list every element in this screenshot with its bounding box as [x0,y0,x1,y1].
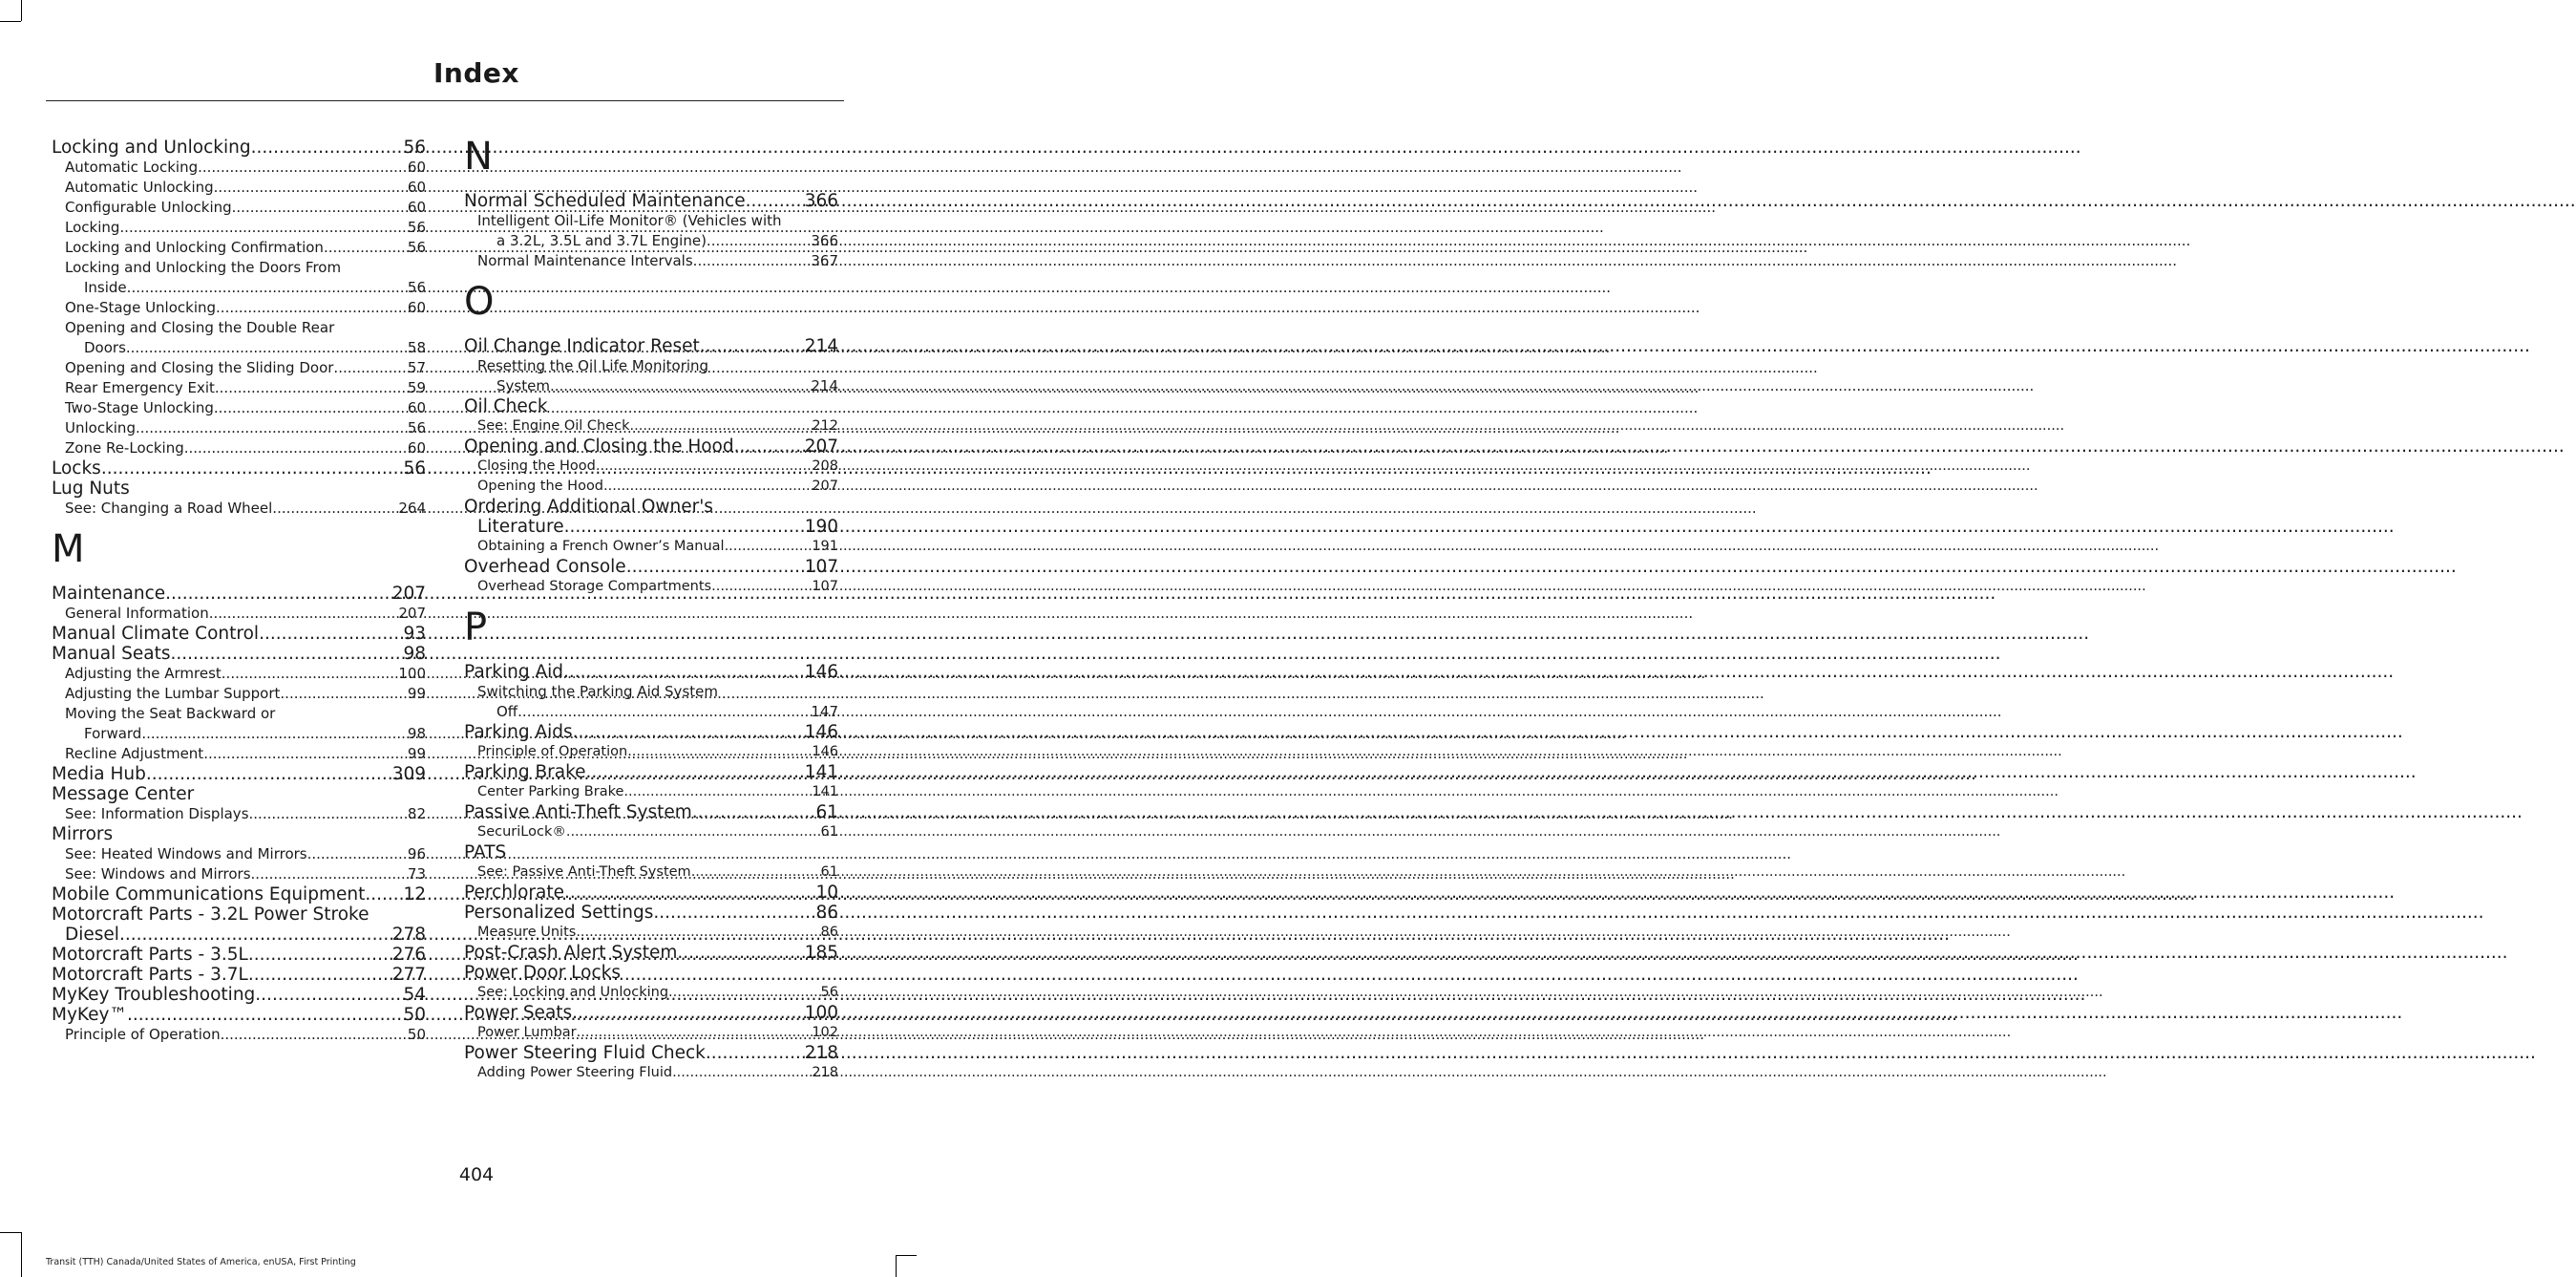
index-subentry[interactable]: Automatic Locking ..... 60 [52,158,426,178]
footer-text: Transit (TTH) Canada/United States of America, enUSA, First Printing [46,1257,356,1267]
index-cross-reference[interactable]: See: Heated Windows and Mirrors ..... 96 [52,844,426,864]
index-subentry[interactable]: Locking ..... 56 [52,218,426,238]
index-subentry[interactable]: Adding Power Steering Fluid ..... 218 [464,1063,838,1083]
title-rule [46,100,844,101]
index-entry[interactable]: Personalized Settings ..... 86 [464,903,838,923]
index-entry-heading: Power Door Locks [464,963,622,983]
index-entry[interactable]: Mobile Communications Equipment ..... 12 [52,884,426,905]
index-entry[interactable]: Power Seats ..... 100 [464,1003,838,1023]
index-subentry[interactable]: Automatic Unlocking ..... 60 [52,178,426,198]
section-letter-o: O [464,280,495,324]
crop-mark [896,1255,897,1277]
index-entry[interactable]: Manual Seats ..... 98 [52,644,426,664]
index-cross-reference[interactable]: See: Engine Oil Check ..... 212 [464,416,838,436]
index-entry[interactable]: Motorcraft Parts - 3.5L ..... 276 [52,945,426,965]
index-cross-reference[interactable]: See: Locking and Unlocking ..... 56 [464,983,838,1003]
index-subentry[interactable]: Power Lumbar ..... 102 [464,1023,838,1043]
index-entry[interactable]: Perchlorate ..... 10 [464,883,838,903]
index-subentry[interactable]: Measure Units ..... 86 [464,923,838,943]
index-entry[interactable]: Parking Aids ..... 146 [464,722,838,742]
index-entry[interactable]: Media Hub ..... 309 [52,764,426,784]
section-letter-n: N [464,135,493,179]
index-cross-reference[interactable]: See: Changing a Road Wheel ..... 264 [52,499,426,519]
index-entry-heading: Mirrors [52,824,114,844]
index-subentry[interactable]: Unlocking ..... 56 [52,418,426,438]
index-entry[interactable]: Power Steering Fluid Check ..... 218 [464,1043,838,1063]
index-entry[interactable]: Motorcraft Parts - 3.2L Power Stroke Diesel ..... 278 [52,905,426,945]
index-entry-heading: Message Center [52,784,195,804]
page-title: Index [433,57,519,89]
index-subentry[interactable]: Center Parking Brake ..... 141 [464,782,838,802]
index-subentry[interactable]: Locking and Unlocking Confirmation ..... 56 [52,238,426,258]
index-entry[interactable]: Normal Scheduled Maintenance ..... 366 [464,191,838,211]
crop-mark [0,1232,21,1233]
crop-mark [21,1232,22,1277]
index-entry[interactable]: Locks ..... 56 [52,458,426,479]
section-letter-m: M [52,527,85,571]
index-cross-reference[interactable]: See: Passive Anti-Theft System ..... 61 [464,862,838,883]
index-subentry[interactable]: Rear Emergency Exit ..... 59 [52,378,426,398]
index-entry[interactable]: Motorcraft Parts - 3.7L ..... 277 [52,965,426,985]
index-entry[interactable]: MyKey Troubleshooting ..... 54 [52,985,426,1005]
index-cross-reference[interactable]: See: Windows and Mirrors ..... 73 [52,864,426,884]
index-subentry[interactable]: One-Stage Unlocking ..... 60 [52,298,426,318]
index-entry[interactable]: Locking and Unlocking ..... 56 [52,138,426,158]
index-subentry[interactable]: Opening and Closing the Double Rear Doors ..... 58 [52,318,426,358]
index-column-left [52,138,426,1045]
index-subentry[interactable]: Principle of Operation ..... 146 [464,742,838,762]
index-entry[interactable]: Opening and Closing the Hood ..... 207 [464,436,838,457]
index-subentry[interactable]: General Information ..... 207 [52,604,426,624]
index-column-right [464,135,838,1083]
index-entry[interactable]: Maintenance ..... 207 [52,584,426,604]
index-subentry[interactable]: Adjusting the Lumbar Support ..... 99 [52,684,426,704]
index-entry-heading: Oil Check [464,396,548,416]
index-subentry[interactable]: SecuriLock® ..... 61 [464,822,838,842]
index-entry-heading: Lug Nuts [52,479,130,499]
index-entry[interactable]: Overhead Console ..... 107 [464,557,838,577]
index-subentry[interactable]: Configurable Unlocking ..... 60 [52,198,426,218]
crop-mark [0,21,21,22]
index-subentry[interactable]: Normal Maintenance Intervals ..... 367 [464,251,838,271]
index-subentry[interactable]: Closing the Hood ..... 208 [464,457,838,477]
index-subentry[interactable]: Principle of Operation ..... 50 [52,1025,426,1045]
index-subentry[interactable]: Opening and Closing the Sliding Door ..... 57 [52,358,426,378]
index-entry-heading: PATS [464,842,507,862]
index-subentry[interactable]: Intelligent Oil-Life Monitor® (Vehicles with a 3.2L, 3.5L and 3.7L Engine) ..... 366 [464,211,838,251]
page-number: 404 [458,1164,495,1185]
index-subentry[interactable]: Obtaining a French Owner’s Manual ..... 191 [464,537,838,557]
index-entry[interactable]: Post-Crash Alert System ..... 185 [464,943,838,963]
index-subentry[interactable]: Overhead Storage Compartments ..... 107 [464,577,838,597]
index-subentry[interactable]: Resetting the Oil Life Monitoring System ..... 214 [464,356,838,396]
index-entry[interactable]: Manual Climate Control ..... 93 [52,624,426,644]
index-subentry[interactable]: Switching the Parking Aid System Off ..... 147 [464,682,838,722]
index-entry[interactable]: Parking Brake ..... 141 [464,762,838,782]
index-cross-reference[interactable]: See: Information Displays ..... 82 [52,804,426,824]
index-entry[interactable]: Passive Anti-Theft System ..... 61 [464,802,838,822]
index-subentry[interactable]: Locking and Unlocking the Doors From Inside ..... 56 [52,258,426,298]
index-subentry[interactable]: Opening the Hood ..... 207 [464,477,838,497]
index-entry[interactable]: Parking Aid ..... 146 [464,662,838,682]
index-subentry[interactable]: Adjusting the Armrest ..... 100 [52,664,426,684]
index-entry[interactable]: Oil Change Indicator Reset ..... 214 [464,336,838,356]
index-subentry[interactable]: Two-Stage Unlocking ..... 60 [52,398,426,418]
index-subentry[interactable]: Zone Re-Locking ..... 60 [52,438,426,458]
section-letter-p: P [464,606,488,649]
crop-mark [21,0,22,21]
index-entry[interactable]: Ordering Additional Owner's Literature ..... 190 [464,497,838,537]
index-subentry[interactable]: Moving the Seat Backward or Forward ..... 98 [52,704,426,744]
index-entry[interactable]: MyKey™ ..... 50 [52,1005,426,1025]
crop-mark [896,1255,917,1256]
index-subentry[interactable]: Recline Adjustment ..... 99 [52,744,426,764]
